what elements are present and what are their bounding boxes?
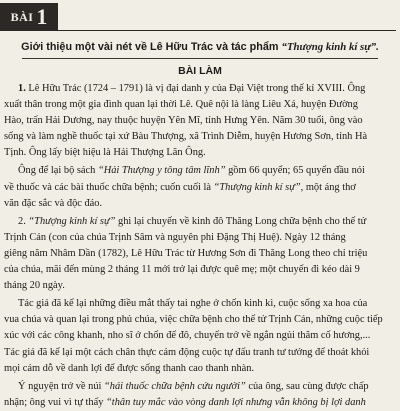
text-run: Ông để lại bộ sách bbox=[18, 165, 98, 177]
text-run: vua chúa và quan lại trong phủ chúa, việc chữa bệnh cho thế tử Trịnh Cán, những cuộc tiếp bbox=[4, 314, 383, 326]
text-line bbox=[4, 163, 396, 179]
text-run: Lê Hữu Trác (1724 – 1791) là vị đại danh y của Đại Việt trong thế kỉ XVIII. Ông bbox=[28, 83, 366, 94]
text-line bbox=[4, 129, 396, 145]
lesson-number: 1 bbox=[36, 4, 48, 29]
text-line bbox=[4, 395, 396, 411]
exercise-title-work: “Thượng kinh kí sự”. bbox=[281, 41, 379, 53]
text-line bbox=[4, 196, 396, 212]
text-run: ghi lại chuyến về kinh đô Thăng Long chữa bệnh cho thế tử bbox=[115, 215, 367, 227]
text-run: 2. bbox=[18, 215, 29, 227]
text-line bbox=[4, 296, 396, 312]
paragraph bbox=[4, 163, 396, 211]
text-run: xuất thân trong một gia đình quan lại thời Lê. Quê nội là làng Liêu Xá, huyện Đường bbox=[4, 99, 358, 111]
text-line bbox=[4, 230, 396, 246]
text-line bbox=[4, 312, 396, 328]
text-run: Tác giả đã kể lại một cách chân thực cảm động cuộc tự đấu tranh tư tưởng để thoát khỏi bbox=[4, 346, 370, 358]
text-line bbox=[4, 278, 396, 294]
text-run: “Thượng kinh kí sự” bbox=[213, 181, 301, 193]
exercise-title bbox=[0, 40, 400, 54]
text-line bbox=[4, 113, 396, 129]
text-run: Tác giả đã kể lại những điều mắt thấy tai nghe ở chốn kinh kì, cuộc sống xa hoa của bbox=[18, 298, 368, 310]
paragraph bbox=[4, 296, 396, 376]
text-run: Tịnh. Ông lấy biệt hiệu là Hải Thượng Lãn Ông. bbox=[4, 147, 206, 159]
text-run: 1. bbox=[18, 83, 29, 94]
text-run: của chúa, mãi đến mùng 2 tháng 11 mới trở lại được quê mẹ; một chuyến đi kéo dài 9 bbox=[4, 264, 360, 276]
exercise-title-text: Giới thiệu một vài nét về Lê Hữu Trác và tác phẩm bbox=[21, 41, 282, 53]
paragraph bbox=[4, 379, 396, 411]
section-heading: BÀI LÀM bbox=[178, 65, 222, 77]
text-line bbox=[4, 361, 396, 377]
essay-body bbox=[4, 81, 396, 411]
text-line bbox=[4, 97, 396, 113]
paragraph bbox=[4, 214, 396, 294]
text-run: nhận; ông vui vì tự thấy bbox=[4, 396, 107, 408]
text-line bbox=[4, 81, 396, 97]
text-run: “Hải Thượng y tông tâm lĩnh” bbox=[97, 165, 226, 177]
text-line bbox=[4, 145, 396, 161]
text-line bbox=[4, 328, 396, 344]
text-run: sống và làm nghề thuốc tại xứ Bàu Thượng, xã Trình Diễm, huyện Hương Sơn, tỉnh Hà bbox=[4, 131, 368, 143]
lesson-word: BÀI bbox=[10, 9, 34, 24]
header-rule bbox=[58, 30, 396, 31]
lesson-badge bbox=[0, 3, 58, 31]
paragraph bbox=[4, 81, 396, 161]
text-run: mọi cám dỗ về danh lợi để được sống thanh cao thanh nhàn. bbox=[4, 362, 255, 374]
text-line bbox=[4, 379, 396, 395]
text-line bbox=[4, 246, 396, 262]
text-run: tháng 20 ngày. bbox=[4, 280, 65, 292]
text-run: giêng năm Nhâm Dần (1782), Lê Hữu Trác từ Hương Sơn đi Thăng Long theo chỉ triệu bbox=[4, 247, 368, 259]
title-underline bbox=[22, 58, 378, 59]
text-line bbox=[4, 180, 396, 196]
text-run: Ý nguyện trở về núi bbox=[18, 380, 105, 392]
text-run: xúc với các công khanh, nho sĩ ở chốn đế đô, chuyến trở về ngắn ngủi thăm cố hương,... bbox=[4, 330, 371, 342]
text-run: “hái thuốc chữa bệnh cứu người” bbox=[104, 380, 246, 392]
text-line bbox=[4, 345, 396, 361]
text-run: Hào, trấn Hải Dương, nay thuộc huyện Yên Mĩ, tỉnh Hưng Yên. Năm 30 tuổi, ông vào bbox=[4, 115, 363, 127]
text-run: gồm 66 quyển; 65 quyển đầu nói bbox=[225, 165, 365, 177]
text-run: “thân tuy mắc vào vòng danh lợi nhưng vẫn không bị lợi danh bbox=[106, 396, 366, 408]
text-line bbox=[4, 262, 396, 278]
text-line bbox=[4, 214, 396, 230]
text-run: văn đặc sắc và độc đáo. bbox=[4, 197, 103, 209]
text-run: Trịnh Cán (con của chúa Trịnh Sâm và nguyên phi Đặng Thị Huệ). Ngày 12 tháng bbox=[4, 231, 346, 243]
text-run: của ông, sau cùng được chấp bbox=[245, 380, 369, 392]
text-run: về thuốc và các bài thuốc chữa bệnh; cuốn cuối là bbox=[4, 181, 214, 193]
text-run: , một áng thơ bbox=[300, 181, 356, 193]
text-run: “Thượng kinh kí sự” bbox=[28, 215, 116, 227]
